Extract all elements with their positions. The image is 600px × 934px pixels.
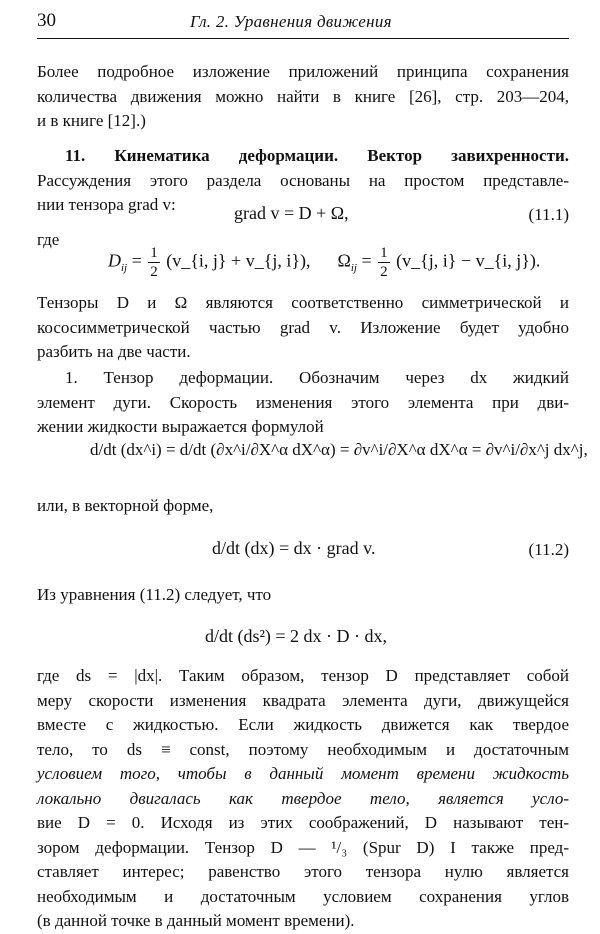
d-rhs: (v_{i, j} + v_{j, i}), [166, 250, 311, 271]
numerator: 1 [150, 245, 158, 261]
fraction-half [378, 244, 390, 281]
text-line: Тензоры D и Ω являются соответственно симметрической и [37, 293, 569, 312]
paragraph-deformation [37, 366, 569, 440]
text-line: элемент дуги. Скорость изменения этого элемента при дви- [37, 392, 569, 412]
paragraph-tensors [37, 291, 569, 365]
text-line: количества движения можно найти в книге [26], стр. 203—204, [37, 86, 569, 106]
vector-form-label [37, 494, 569, 519]
text-line: условием того, чтобы в данный момент времени жидкость [37, 764, 569, 783]
equation-number: (11.1) [528, 205, 569, 224]
text-line: и в книге [12].) [37, 111, 146, 130]
text-line: Из уравнения (11.2) следует, что [37, 585, 272, 604]
header-rule [37, 38, 569, 39]
fraction-half [148, 244, 160, 281]
text-line: где ds = |dx|. Таким образом, тензор D представляет собой [37, 666, 569, 685]
denominator: 2 [150, 264, 158, 280]
text-line: Более подробное изложение приложений принципа сохранения [37, 62, 569, 81]
section-heading: 11. Кинематика деформации. Вектор завихренности. [65, 146, 569, 165]
omega-symbol: Ω [337, 250, 351, 271]
text-line: вие D = 0. Исходя из этих соображений, D называют тен- [37, 813, 569, 832]
text-line: разбить на две части. [37, 342, 191, 361]
text-line: тело, то ds ≡ const, поэтому необходимым и достаточным [37, 739, 569, 759]
text-line: необходимым и достаточным условием сохранения углов [37, 886, 569, 906]
omega-rhs: (v_{j, i} − v_{i, j}). [396, 250, 541, 271]
intro-paragraph [37, 60, 569, 134]
equation-tensor-definitions: $D_{ij}$ = $\frac{1}{2}$ (v_{i, j} + v_{j, i}), $\Omega_{ij}$ = $\frac{1}{2}$ (v_{j, i} − v_{i, j}). [108, 245, 541, 280]
text-line: 1. Тензор деформации. Обозначим через dx жидкий [65, 368, 569, 387]
equation-material-derivative: d/dt (dx^i) = d/dt (∂x^i/∂X^α dX^α) = ∂v^i/∂X^α dX^α = ∂v^i/∂x^j dx^j, [90, 440, 588, 459]
running-title: Гл. 2. Уравнения движения [190, 12, 392, 31]
text-line: где [37, 230, 60, 249]
text-line: (в данной точке в данный момент времени). [37, 911, 355, 930]
text-line: нии тензора grad v: [37, 195, 176, 214]
denominator: 2 [380, 264, 388, 280]
index-label: ij [121, 262, 128, 275]
equation-11-2: d/dt (dx) = dx · grad v. [212, 538, 376, 558]
equation-11-1: grad v = D + Ω, [234, 203, 349, 223]
text-line: вместе с жидкостью. Если жидкость движется как твердое [37, 715, 569, 734]
text-line: кососимметрической частью grad v. Изложение будет удобно [37, 317, 569, 337]
numerator: 1 [380, 245, 388, 261]
index-label: ij [350, 262, 357, 275]
text-line: ставляет интерес; равенство этого тензора нулю является [37, 862, 569, 881]
text-line: локально двигалась как твердое тело, является усло- [37, 788, 569, 808]
text-line: Рассуждения этого раздела основаны на простом представле- [37, 170, 569, 190]
page-number: 30 [37, 10, 56, 31]
paragraph-conclusion [37, 664, 569, 934]
text-line: зором деформации. Тензор D — ¹/₃ (Spur D) I также пред- [37, 837, 569, 857]
text-line: меру скорости изменения квадрата элемента дуги, движущейся [37, 690, 569, 710]
equation-number: (11.2) [528, 540, 569, 559]
equation-ds-squared: d/dt (ds²) = 2 dx · D · dx, [205, 626, 388, 646]
follows-label [37, 583, 569, 608]
text-line: жении жидкости выражается формулой [37, 417, 324, 436]
tensor-d-symbol: D [108, 250, 121, 271]
text-line: или, в векторной форме, [37, 496, 214, 515]
